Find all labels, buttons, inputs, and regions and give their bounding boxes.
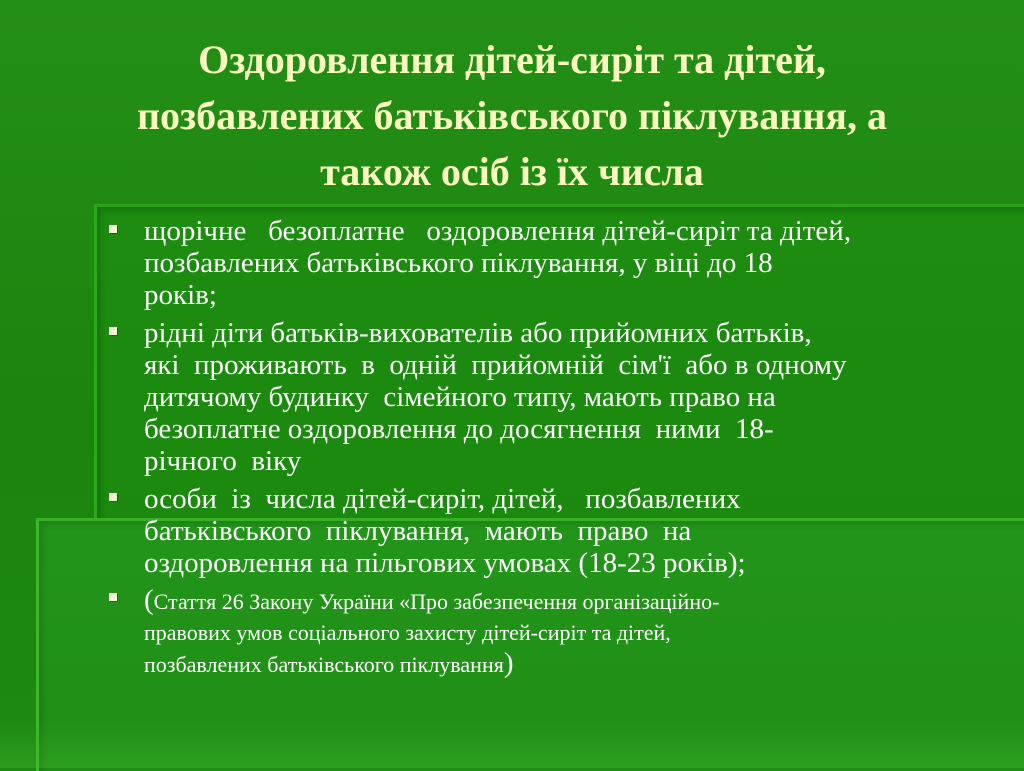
- bullet-list: [104, 215, 984, 686]
- bullet-line: [144, 585, 984, 617]
- bullet-item-law-citation: [104, 585, 984, 680]
- bullet-line: батьківського піклування, мають право на: [144, 515, 692, 547]
- bullet-line: дитячому будинку сімейного типу, мають право на: [144, 381, 776, 413]
- slide-title-line: також осіб із їх числа: [320, 149, 704, 194]
- bullet-line: правових умов соціального захисту дітей-сиріт та дітей,: [144, 620, 671, 645]
- citation-line: позбавлених батьківського піклування: [144, 652, 504, 677]
- bullet-line: років;: [144, 279, 217, 311]
- square-bullet-icon: [109, 493, 117, 501]
- bullet-line: позбавлених батьківського піклування, у віці до 18: [144, 247, 773, 279]
- citation-line: Стаття 26 Закону України «Про забезпечення організаційно-: [153, 589, 720, 614]
- bullet-line: річного віку: [144, 445, 302, 477]
- square-bullet-icon: [109, 225, 117, 233]
- bullet-text: [144, 483, 984, 579]
- close-parenthesis: ): [503, 647, 514, 679]
- bullet-line: щорічне безоплатне оздоровлення дітей-сиріт та дітей,: [144, 215, 852, 247]
- square-bullet-icon: [109, 327, 117, 335]
- bullet-line: особи із числа дітей-сиріт, дітей, позбавлених: [144, 483, 741, 515]
- bullet-text: [144, 317, 984, 477]
- bullet-item-annual-free-recovery: [104, 215, 984, 311]
- open-parenthesis: (: [144, 584, 154, 616]
- bullet-item-foster-family-children: [104, 317, 984, 477]
- bullet-line: оздоровлення на пільгових умовах (18-23 років);: [144, 547, 746, 579]
- slide-title-line: Оздоровлення дітей-сиріт та дітей,: [198, 37, 826, 82]
- bullet-line: які проживають в одній прийомній сім'ї або в одному: [144, 349, 847, 381]
- background-bottom-glow: [0, 720, 1024, 768]
- square-bullet-icon: [109, 593, 117, 601]
- bullet-line: [144, 648, 984, 680]
- slide-title: [40, 32, 984, 200]
- slide-title-line: позбавлених батьківського піклування, а: [136, 93, 888, 138]
- bullet-line: рідні діти батьків-вихователів або прийомних батьків,: [144, 317, 812, 349]
- bullet-item-preferential-recovery: [104, 483, 984, 579]
- law-citation-text: [144, 585, 984, 680]
- bullet-text: [144, 215, 984, 311]
- bullet-line: безоплатне оздоровлення до досягнення ними 18-: [144, 413, 774, 445]
